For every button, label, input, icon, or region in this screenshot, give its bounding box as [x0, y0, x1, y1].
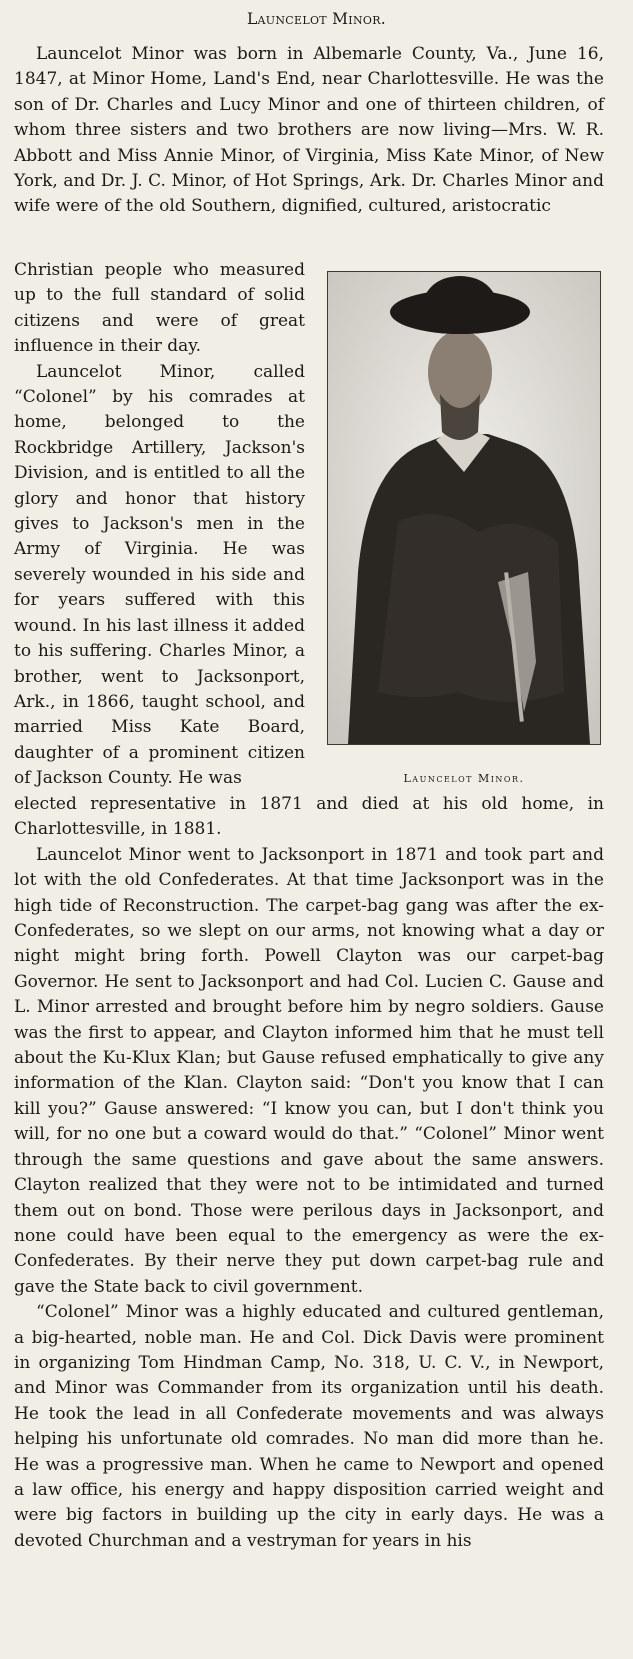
portrait-photo	[327, 271, 601, 745]
photo-caption: Launcelot Minor.	[403, 772, 525, 785]
intro-block	[14, 42, 604, 220]
intro-paragraph: Launcelot Minor was born in Albemarle County, Va., June 16, 1847, at Minor Home, Land's End, near Charlottesville. He was the son of Dr. Charles and Lucy Minor and one of thirteen children, of whom three sisters and two brothers are now living—Mrs. W. R. Abbott and Miss Annie Minor, of Virginia, Miss Kate Minor, of New York, and Dr. J. C. Minor, of Hot Springs, Ark. Dr. Charles Minor and wife were of the old Southern, dignified, cultured, aristocratic	[14, 44, 604, 217]
intro-paragraph-end: elected representative in 1871 and died at his old home, in Charlottesville, in 1881.	[14, 794, 604, 840]
paragraph-reconstruction: Launcelot Minor went to Jacksonport in 1871 and took part and lot with the old Confederates. At that time Jacksonport was in the high tide of Reconstruction. The carpet-bag gang was after the ex-Confederates, so we slept on our arms, not knowing what a day or night might bring forth. Powell Clayton was our carpet-bag Governor. He sent to Jacksonport and had Col. Lucien C. Gause and L. Minor arrested and brought before him by negro soldiers. Gause was the first to appear, and Clayton informed him that he must tell about the Ku-Klux Klan; but Gause refused emphatically to give any information of the Klan. Clayton said: “Don't you know that I can kill you?” Gause answered: “I know you can, but I don't think you will, for no one but a coward would do that.” “Colonel” Minor went through the same questions and gave about the same answers. Clayton realized that they were not to be intimidated and turned them out on bond. Those were perilous days in Jacksonport, and none could have been equal to the emergency as were the ex-Confederates. By their nerve they put down carpet-bag rule and gave the State back to civil government.	[14, 844, 604, 1297]
paragraph-character: “Colonel” Minor was a highly educated and cultured gentleman, a big-hearted, noble man. He and Col. Dick Davis were prominent in organizing Tom Hindman Camp, No. 318, U. C. V., in Newport, and Minor was Commander from its organization until his death. He took the lead in all Confederate movements and was always helping his unfortunate old comrades. No man did more than he. He was a progressive man. When he came to Newport and opened a law office, his energy and happy disposition carried weight and were big factors in building up the city in early days. He was a devoted Churchman and a vestryman for years in his	[14, 1302, 604, 1551]
wrapped-text-column	[14, 258, 305, 792]
intro-paragraph-continuation: Christian people who measured up to the full standard of solid citizens and were of great influence in their day.	[14, 260, 305, 357]
page-title: Launcelot Minor.	[246, 10, 387, 28]
after-wrap-block	[14, 792, 604, 1554]
portrait-figure	[328, 272, 600, 744]
paragraph-military-service: Launcelot Minor, called “Colonel” by his comrades at home, belonged to the Rockbridge Artillery, Jackson's Division, and is entitled to all the glory and honor that history gives to Jackson's men in the Army of Virginia. He was severely wounded in his side and for years suffered with this wound. In his last illness it added to his suffering. Charles Minor, a brother, went to Jacksonport, Ark., in 1866, taught school, and married Miss Kate Board, daughter of a prominent citizen of Jackson County. He was	[14, 361, 305, 789]
